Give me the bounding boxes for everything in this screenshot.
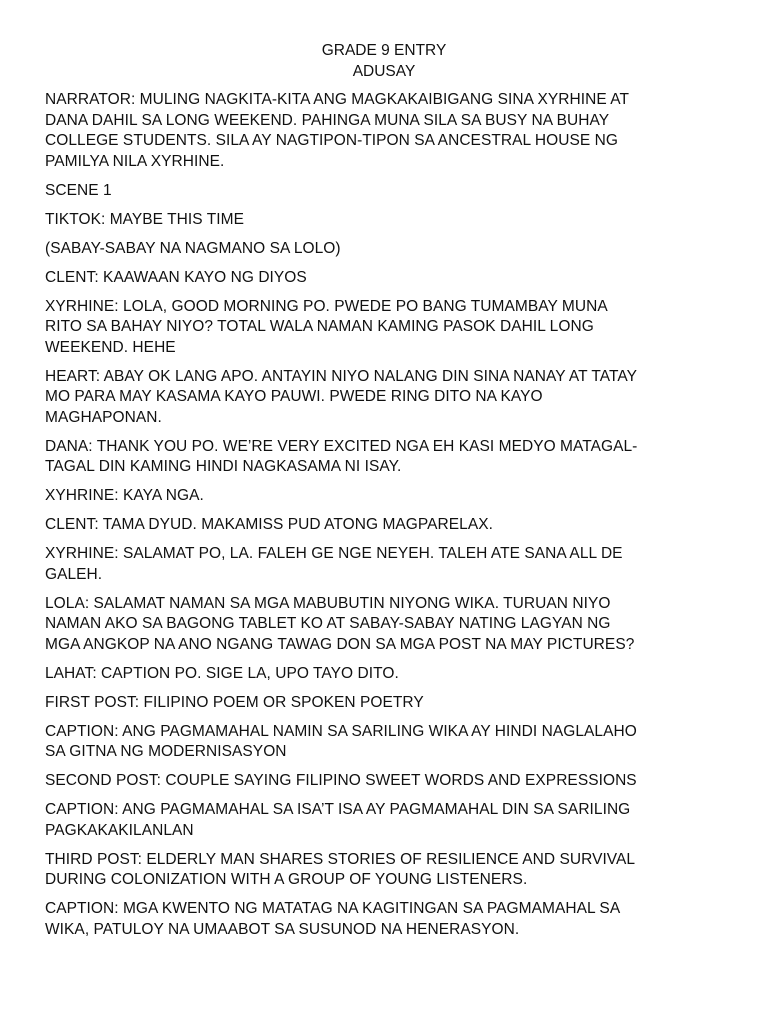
script-line: THIRD POST: ELDERLY MAN SHARES STORIES OF RESILIENCE AND SURVIVAL [45,850,636,868]
script-line: DURING COLONIZATION WITH A GROUP OF YOUNG LISTENERS. [45,871,528,888]
document-title: GRADE 9 ENTRY [321,42,447,59]
script-paragraph [45,594,725,656]
script-line: DANA: THANK YOU PO. WE’RE VERY EXCITED NGA EH KASI MEDYO MATAGAL- [45,437,638,455]
script-paragraph [45,664,725,685]
script-line: CLENT: TAMA DYUD. MAKAMISS PUD ATONG MAGPARELAX. [45,516,493,533]
script-paragraph [45,367,725,429]
script-line: CAPTION: ANG PAGMAMAHAL NAMIN SA SARILING WIKA AY HINDI NAGLALAHO [45,722,637,740]
script-line: PAMILYA NILA XYRHINE. [45,152,225,170]
script-paragraph [45,800,725,841]
script-line: COLLEGE STUDENTS. SILA AY NAGTIPON-TIPON SA ANCESTRAL HOUSE NG [45,132,619,149]
script-paragraph [45,771,725,792]
script-line: MO PARA MAY KASAMA KAYO PAUWI. PWEDE RING DITO NA KAYO [45,388,543,405]
document-header [0,40,768,82]
script-line: CAPTION: MGA KWENTO NG MATATAG NA KAGITINGAN SA PAGMAMAHAL SA [45,900,621,917]
script-paragraph [45,544,725,585]
script-paragraph [45,297,725,359]
script-line: MAGHAPONAN. [45,408,162,426]
script-line: CLENT: KAAWAAN KAYO NG DIYOS [45,268,307,286]
script-paragraph [45,693,725,714]
script-line: (SABAY-SABAY NA NAGMANO SA LOLO) [45,239,341,257]
script-line: SECOND POST: COUPLE SAYING FILIPINO SWEET WORDS AND EXPRESSIONS [45,772,637,789]
script-line: XYHRINE: KAYA NGA. [45,487,204,504]
script-line: PAGKAKAKILANLAN [45,821,194,839]
script-line: FIRST POST: FILIPINO POEM OR SPOKEN POETRY [45,693,424,711]
script-paragraph [45,722,725,763]
script-line: WEEKEND. HEHE [45,338,176,356]
script-paragraph [45,850,725,891]
script-paragraph [45,210,725,231]
script-line: NAMAN AKO SA BAGONG TABLET KO AT SABAY-SABAY NATING LAGYAN NG [45,615,611,632]
script-line: CAPTION: ANG PAGMAMAHAL SA ISA’T ISA AY PAGMAMAHAL DIN SA SARILING [45,801,631,818]
script-line: WIKA, PATULOY NA UMAABOT SA SUSUNOD NA HENERASYON. [45,920,520,938]
script-line: SCENE 1 [45,181,112,199]
script-paragraph [45,899,725,940]
script-paragraph [45,268,725,289]
document-author: ADUSAY [352,63,416,80]
script-paragraph [45,181,725,202]
script-line: NARRATOR: MULING NAGKITA-KITA ANG MAGKAKAIBIGANG SINA XYRHINE AT [45,91,629,108]
script-line: LOLA: SALAMAT NAMAN SA MGA MABUBUTIN NIYONG WIKA. TURUAN NIYO [45,594,611,612]
script-line: DANA DAHIL SA LONG WEEKEND. PAHINGA MUNA SILA SA BUSY NA BUHAY [45,111,610,129]
script-line: TIKTOK: MAYBE THIS TIME [45,210,244,228]
script-line: XYRHINE: LOLA, GOOD MORNING PO. PWEDE PO BANG TUMAMBAY MUNA [45,297,608,315]
script-line: SA GITNA NG MODERNISASYON [45,743,287,760]
script-paragraph [45,437,725,478]
script-paragraph [45,90,725,172]
script-paragraph [45,239,725,260]
script-paragraph [45,486,725,507]
script-line: XYRHINE: SALAMAT PO, LA. FALEH GE NGE NEYEH. TALEH ATE SANA ALL DE [45,545,623,562]
script-line: HEART: ABAY OK LANG APO. ANTAYIN NIYO NALANG DIN SINA NANAY AT TATAY [45,367,638,385]
script-paragraph [45,515,725,536]
script-line: TAGAL DIN KAMING HINDI NAGKASAMA NI ISAY. [45,458,402,475]
script-line: LAHAT: CAPTION PO. SIGE LA, UPO TAYO DITO. [45,664,399,682]
script-line: RITO SA BAHAY NIYO? TOTAL WALA NAMAN KAMING PASOK DAHIL LONG [45,318,594,335]
script-line: GALEH. [45,565,103,583]
script-body [45,90,725,949]
script-line: MGA ANGKOP NA ANO NGANG TAWAG DON SA MGA POST NA MAY PICTURES? [45,635,635,653]
